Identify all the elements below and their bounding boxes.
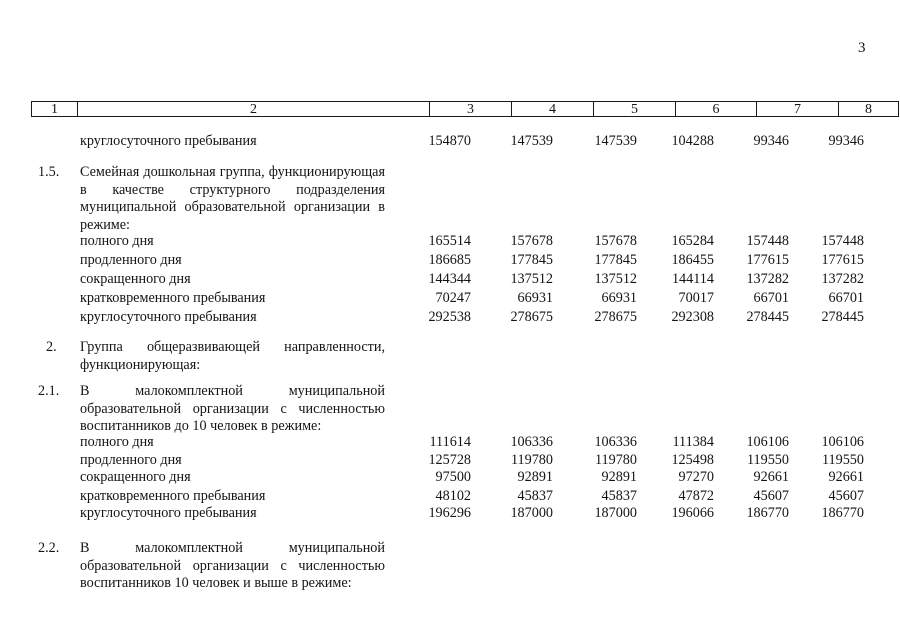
cell: 106106: [821, 434, 864, 450]
cell: 157448: [821, 233, 864, 249]
row-label: круглосуточного пребывания: [80, 505, 257, 521]
cell: 144114: [671, 271, 714, 287]
cell: 187000: [510, 505, 553, 521]
cell: 66931: [601, 290, 637, 306]
cell: 45607: [828, 488, 864, 504]
cell: 147539: [594, 133, 637, 149]
cell: 165284: [671, 233, 714, 249]
cell: 278445: [821, 309, 864, 325]
cell: 66931: [517, 290, 553, 306]
row-label: кратковременного пребывания: [80, 488, 266, 504]
row-label: сокращенного дня: [80, 271, 191, 287]
cell: 177845: [510, 252, 553, 268]
item-title: Семейная дошкольная группа, функционирующая в качестве структурного подразделения муниципальной образовательной организации в режиме:: [80, 164, 385, 233]
table-header: [31, 101, 872, 117]
cell: 106106: [746, 434, 789, 450]
header-col-2: 2: [77, 101, 430, 117]
cell: 99346: [828, 133, 864, 149]
cell: 292538: [428, 309, 471, 325]
cell: 147539: [510, 133, 553, 149]
cell: 137512: [510, 271, 553, 287]
cell: 125498: [671, 452, 714, 468]
item-number: 1.5.: [38, 164, 60, 180]
cell: 177615: [821, 252, 864, 268]
header-col-7: 7: [756, 101, 839, 117]
header-col-8: 8: [838, 101, 899, 117]
cell: 106336: [594, 434, 637, 450]
cell: 92891: [517, 469, 553, 485]
cell: 99346: [753, 133, 789, 149]
cell: 47872: [678, 488, 714, 504]
cell: 186770: [746, 505, 789, 521]
header-col-3: 3: [429, 101, 512, 117]
item-number: 2.2.: [38, 540, 60, 556]
cell: 186455: [671, 252, 714, 268]
cell: 278675: [510, 309, 553, 325]
item-title: В малокомплектной муниципальной образовательной организации с численностью воспитанников 10 человек и выше в режиме:: [80, 540, 385, 591]
cell: 97270: [678, 469, 714, 485]
cell: 157678: [594, 233, 637, 249]
cell: 97500: [435, 469, 471, 485]
cell: 144344: [428, 271, 471, 287]
cell: 177615: [746, 252, 789, 268]
cell: 111384: [672, 434, 714, 450]
cell: 92661: [753, 469, 789, 485]
cell: 154870: [428, 133, 471, 149]
row-label: полного дня: [80, 434, 154, 450]
cell: 45837: [517, 488, 553, 504]
header-col-5: 5: [593, 101, 676, 117]
row-label: полного дня: [80, 233, 154, 249]
item-title: В малокомплектной муниципальной образовательной организации с численностью воспитанников до 10 человек в режиме:: [80, 383, 385, 434]
header-col-6: 6: [675, 101, 757, 117]
cell: 104288: [671, 133, 714, 149]
header-col-1: 1: [31, 101, 78, 117]
cell: 119550: [746, 452, 789, 468]
cell: 157678: [510, 233, 553, 249]
cell: 119780: [510, 452, 553, 468]
cell: 292308: [671, 309, 714, 325]
cell: 92891: [601, 469, 637, 485]
row-label: кратковременного пребывания: [80, 290, 266, 306]
cell: 278445: [746, 309, 789, 325]
cell: 66701: [828, 290, 864, 306]
cell: 157448: [746, 233, 789, 249]
cell: 111614: [429, 434, 471, 450]
page-number: 3: [858, 40, 866, 56]
cell: 119780: [594, 452, 637, 468]
cell: 119550: [821, 452, 864, 468]
cell: 45607: [753, 488, 789, 504]
cell: 186770: [821, 505, 864, 521]
cell: 196066: [671, 505, 714, 521]
cell: 66701: [753, 290, 789, 306]
row-label: круглосуточного пребывания: [80, 133, 257, 149]
cell: 125728: [428, 452, 471, 468]
cell: 45837: [601, 488, 637, 504]
cell: 70017: [678, 290, 714, 306]
cell: 106336: [510, 434, 553, 450]
row-label: продленного дня: [80, 252, 182, 268]
row-label: круглосуточного пребывания: [80, 309, 257, 325]
cell: 177845: [594, 252, 637, 268]
cell: 92661: [828, 469, 864, 485]
cell: 137512: [594, 271, 637, 287]
row-label: продленного дня: [80, 452, 182, 468]
item-title: Группа общеразвивающей направленности, функционирующая:: [80, 339, 385, 373]
cell: 196296: [428, 505, 471, 521]
cell: 165514: [428, 233, 471, 249]
row-label: сокращенного дня: [80, 469, 191, 485]
cell: 70247: [435, 290, 471, 306]
header-col-4: 4: [511, 101, 594, 117]
cell: 187000: [594, 505, 637, 521]
cell: 48102: [435, 488, 471, 504]
cell: 278675: [594, 309, 637, 325]
item-number: 2.1.: [38, 383, 60, 399]
item-number: 2.: [46, 339, 57, 355]
cell: 186685: [428, 252, 471, 268]
cell: 137282: [821, 271, 864, 287]
cell: 137282: [746, 271, 789, 287]
